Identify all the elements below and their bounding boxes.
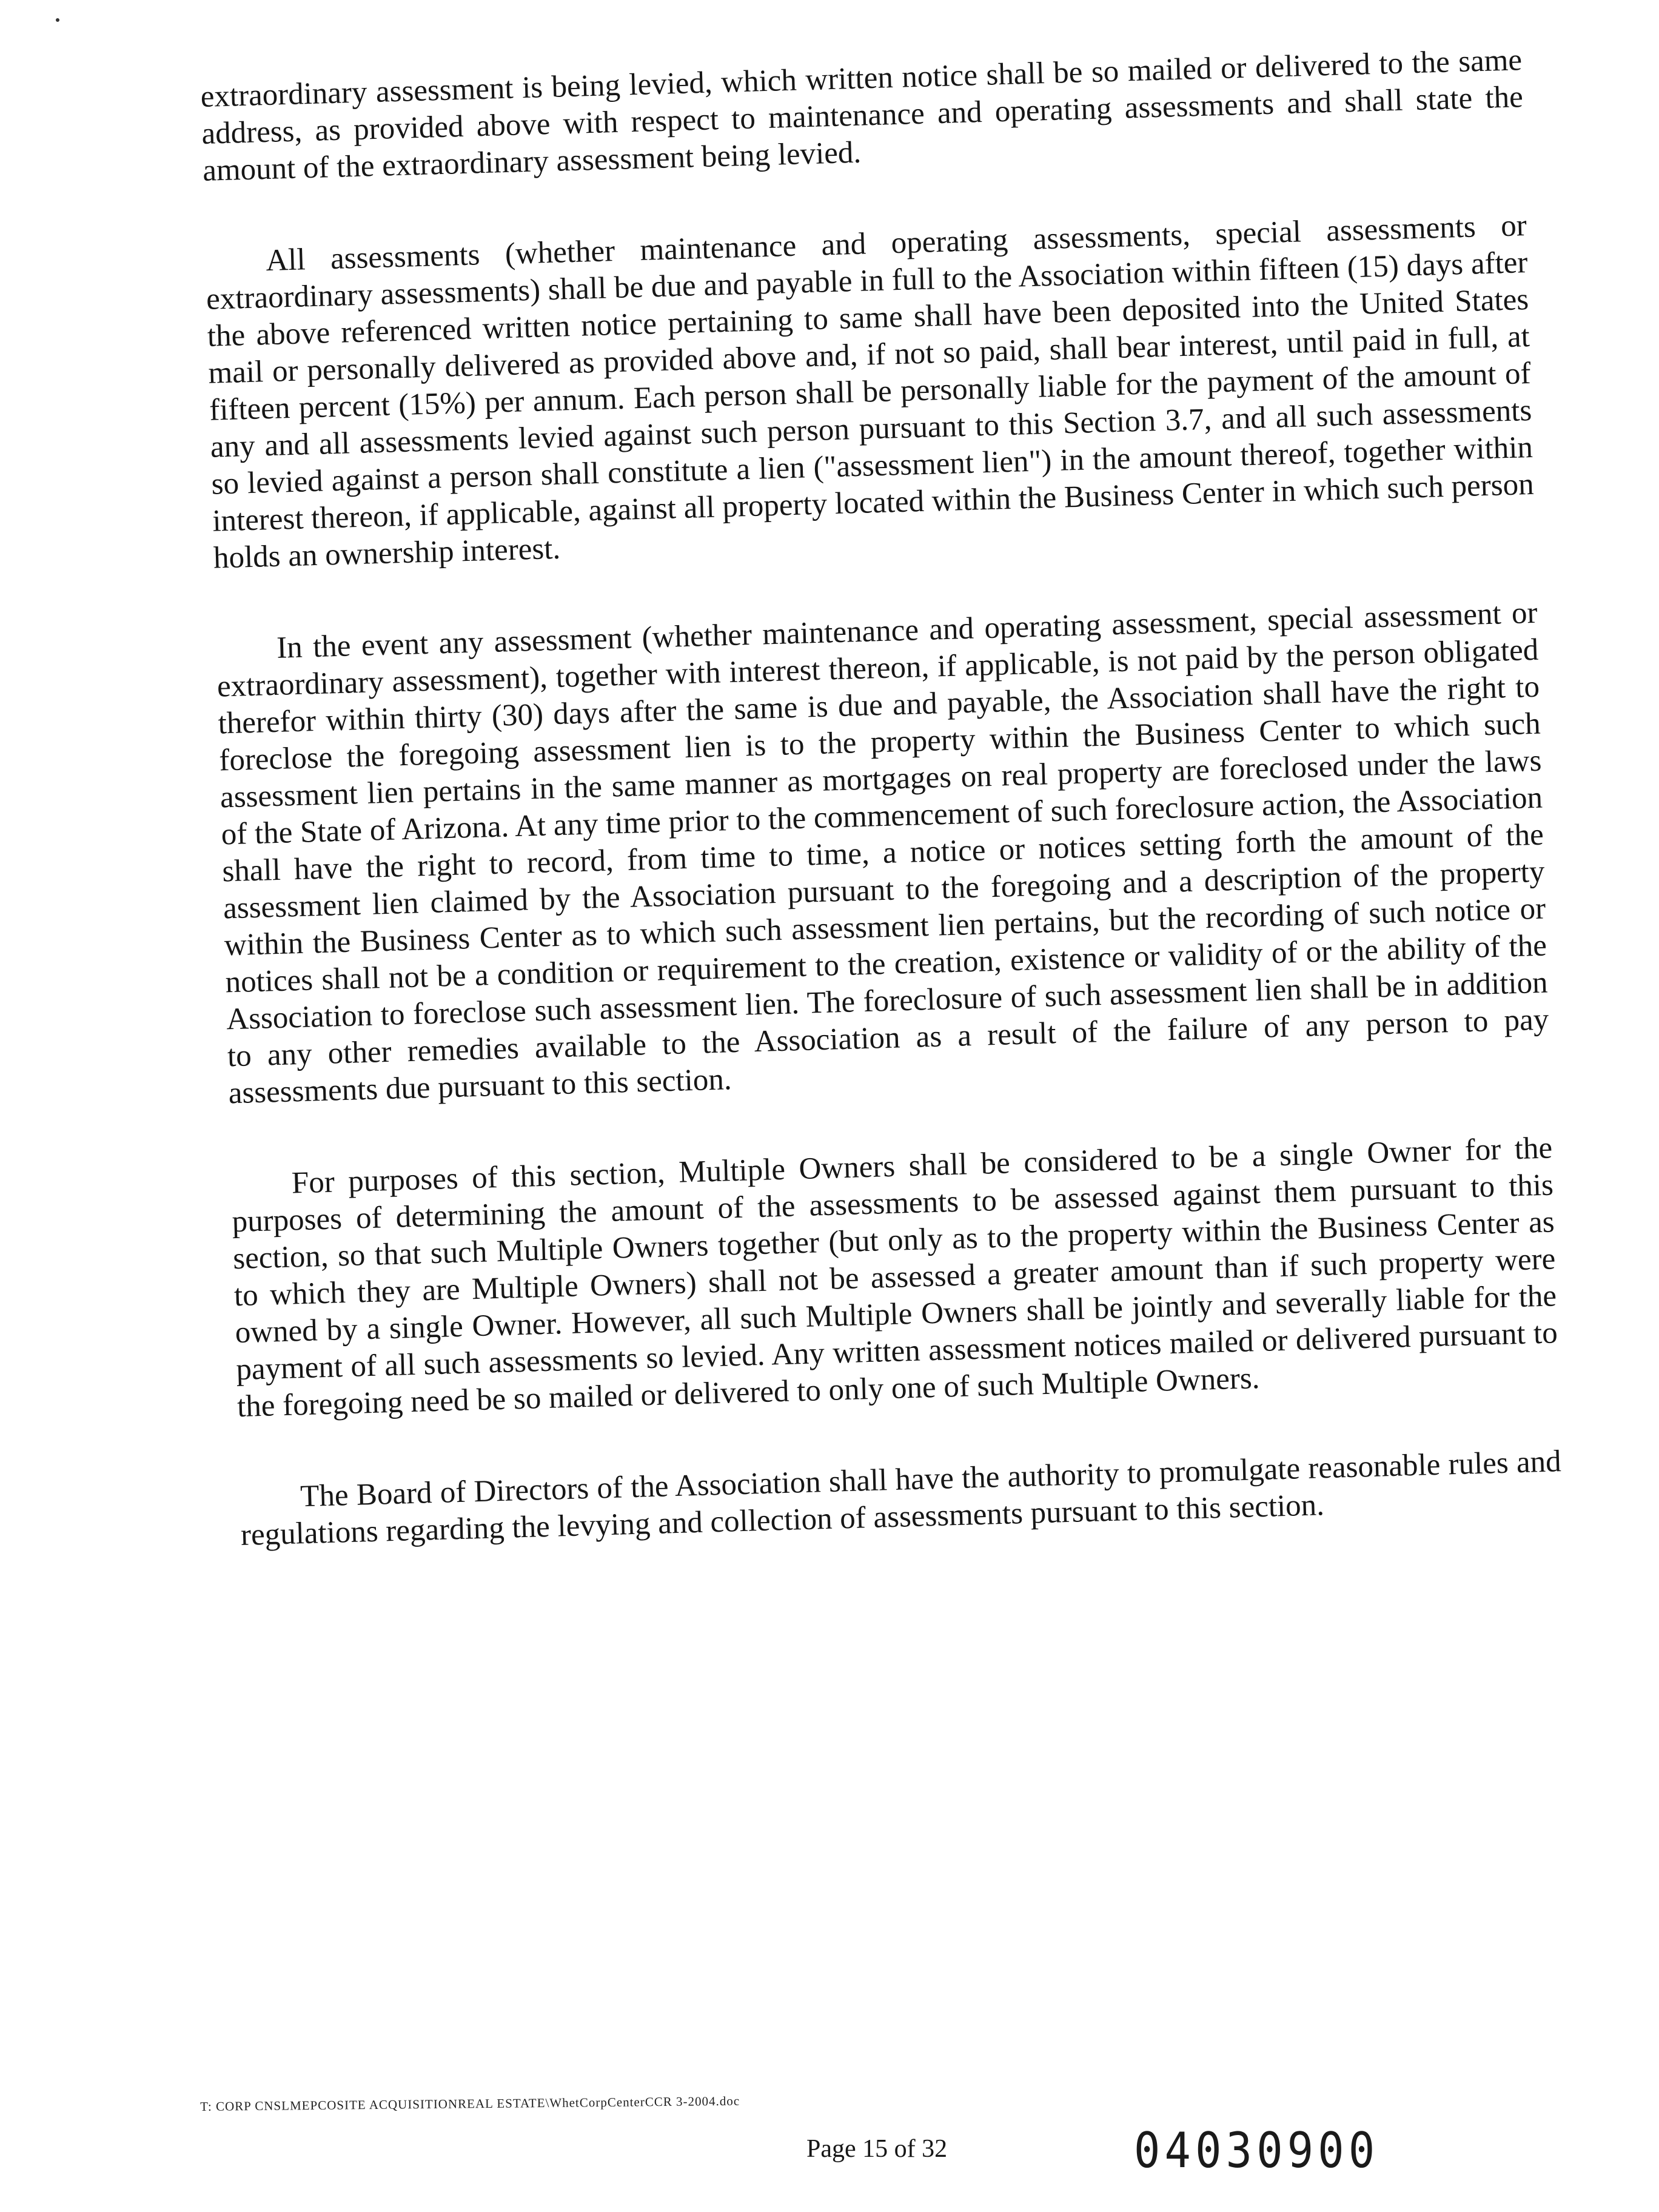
paragraph-multiple-owners: For purposes of this section, Multiple Owners shall be considered to be a single Owner for the purposes of determining the amount of the assessments to be assessed against them pursuant to this section, so that such Multiple Owners together (but only as to the property within the Business Center as to which they are Multiple Owners) shall not be assessed a greater amount than if such property were owned by a single Owner. However, all such Multiple Owners shall be jointly and severally liable for the payment of all such assessments so levied. Any written assessment notices mailed or delivered pursuant to the foregoing need be so mailed or delivered to only one of such Multiple Owners. bbox=[231, 1131, 1558, 1424]
paragraph-continuation: extraordinary assessment is being levied, which written notice shall be so mailed or delivered to the same address, as provided above with respect to maintenance and operating assessments and shall state the amount of the extraordinary assessment being levied. bbox=[200, 43, 1524, 188]
footer-file-path: T: CORP CNSLMEPCOSITE ACQUISITIONREAL ESTATE\WhetCorpCenterCCR 3-2004.doc bbox=[200, 2093, 740, 2114]
paragraph-board-authority: The Board of Directors of the Association shall have the authority to promulgate reasonable rules and regulations regarding the levying and collection of assessments pursuant to this section. bbox=[240, 1444, 1562, 1553]
paragraph-foreclosure: In the event any assessment (whether maintenance and operating assessment, special assessment or extraordinary assessment), together with interest thereon, if applicable, is not paid by the person obligated therefor within thirty (30) days after the same is due and payable, the Association shall have the right to foreclose the foregoing assessment lien is to the property within the Business Center to which such assessment lien pertains in the same manner as mortgages on real property are foreclosed under the laws of the State of Arizona. At any time prior to the commencement of such foreclosure action, the Association shall have the right to record, from time to time, a notice or notices setting forth the amount of the assessment lien claimed by the Association pursuant to the foregoing and a description of the property within the Business Center as to which such assessment lien pertains, but the recording of such notice or notices shall not be a condition or requirement to the creation, existence or validity of or the ability of the Association to foreclose such assessment lien. The foreclosure of such assessment lien shall be in addition to any other remedies available to the Association as a result of the failure of any person to pay assessments due pursuant to this section. bbox=[216, 595, 1549, 1111]
scan-speck bbox=[56, 18, 59, 22]
document-number-stamp: 04030900 bbox=[1134, 2122, 1379, 2179]
document-body bbox=[200, 42, 1564, 1609]
paragraph-assessments-due: All assessments (whether maintenance and operating assessments, special assessments or extraordinary assessments) shall be due and payable in full to the Association within fifteen (15) days after the above referenced written notice pertaining to same shall have been deposited into the United States mail or personally delivered as provided above and, if not so paid, shall bear interest, until paid in full, at fifteen percent (15%) per annum. Each person shall be personally liable for the payment of the amount of any and all assessments levied against such person pursuant to this Section 3.7, and all such assessments so levied against a person shall constitute a lien ("assessment lien") in the amount thereof, together within interest thereon, if applicable, against all property located within the Business Center in which such person holds an ownership interest. bbox=[206, 209, 1535, 575]
page-number: Page 15 of 32 bbox=[806, 2135, 948, 2163]
